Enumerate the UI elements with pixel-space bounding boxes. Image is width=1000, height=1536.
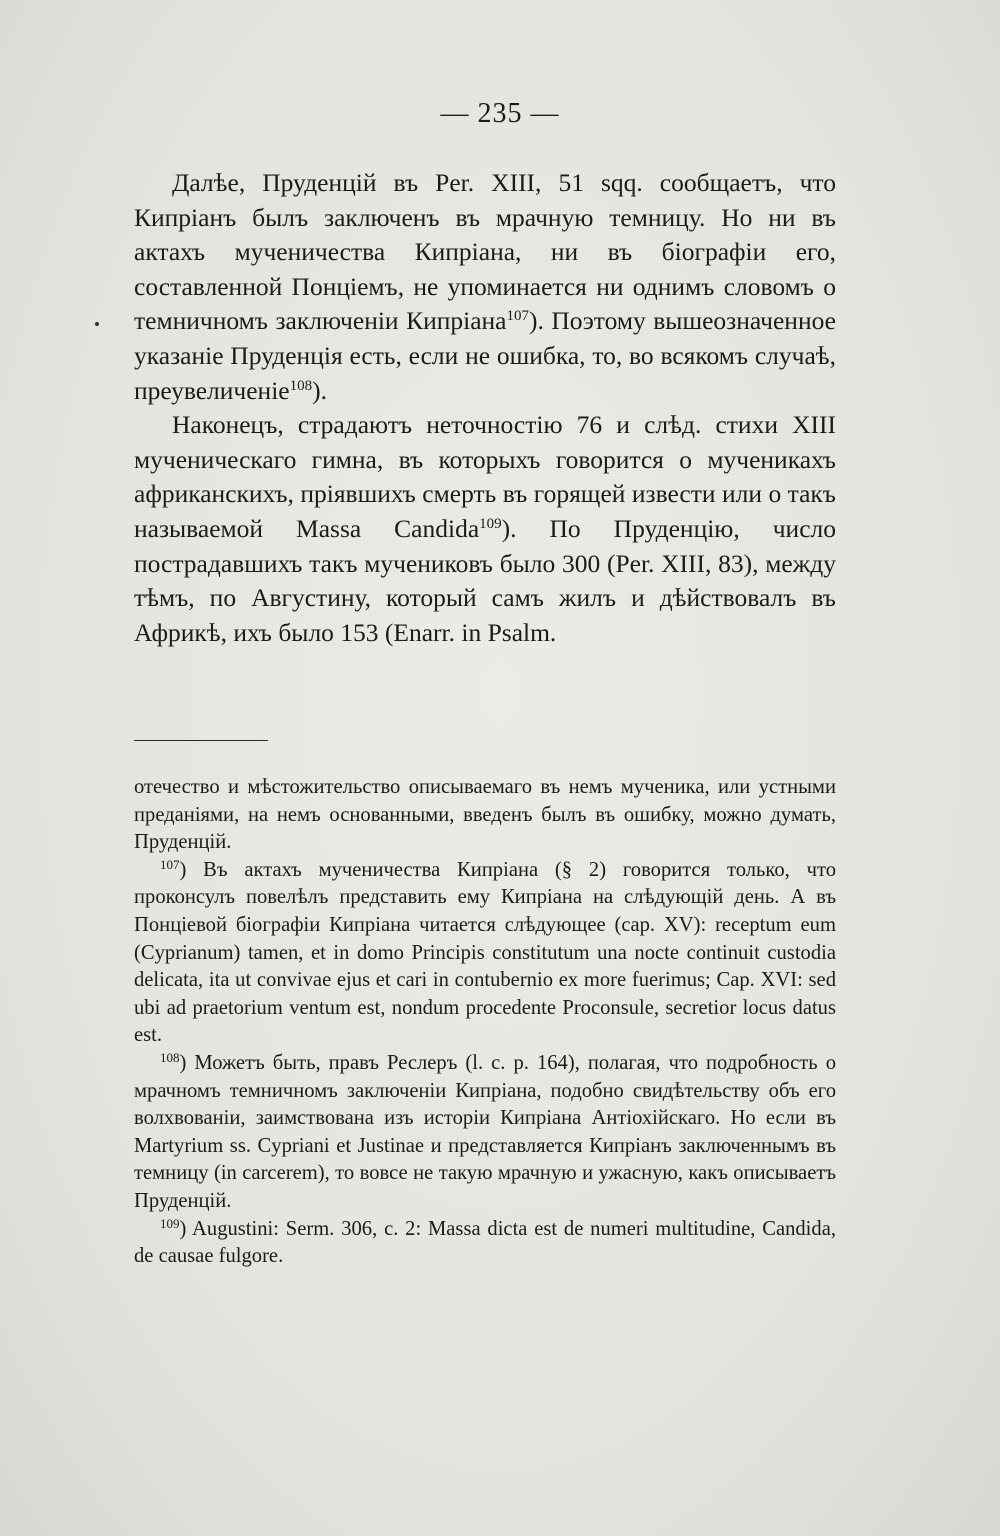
paragraph-2-text-b: ). По Пруденцію, число пострадавшихъ такъ мучениковъ было 300 (Per. XIII, 83), между тѣмъ, по Августину, который самъ жилъ и дѣйствовалъ въ Африкѣ, ихъ было 153 (Enarr. in Psalm.	[134, 513, 836, 647]
footnote-108-text: ) Можетъ быть, правъ Реслеръ (l. c. p. 164), полагая, что подробность о мрачномъ темничномъ заключеніи Кипріана, подобно свидѣтельству объ его волхвованіи, заимствована изъ исторіи Кипріана Антіохійскаго. Но если въ Martyrium ss. Cypriani et Justinae и представляется Кипріанъ заключеннымъ въ темницу (in carcerem), то вовсе не такую мрачную и ужасную, какъ описываетъ Пруденцій.	[134, 1051, 836, 1212]
paragraph-2	[134, 408, 836, 650]
main-text	[134, 166, 836, 650]
footnotes	[134, 774, 836, 1271]
paragraph-1-text-b: ). Поэтому вышеозначенное указаніе Пруденція есть, если не ошибка, то, во всякомъ случаѣ, преувеличеніе	[134, 306, 836, 405]
footnote-108	[134, 1050, 836, 1216]
footnote-109-number: 109	[160, 1215, 180, 1231]
footnote-ref-107[interactable]: 107	[506, 308, 529, 325]
footnote-107-text: ) Въ актахъ мученичества Кипріана (§ 2) говорится только, что проконсулъ повелѣлъ представить ему Кипріана на слѣдующій день. А въ Понціевой біографіи Кипріана читается слѣдующее (cap. XV): receptum eum (Cyprianum) tamen, et in domo Principis constitutum una nocte continuit custodia delicata, ita ut convivae ejus et cari in contubernio ex more fuerimus; Cap. XVI: sed ubi ad praetorium ventum est, nondum procedente Proconsule, secretior locus datus est.	[134, 858, 836, 1047]
footnote-107	[134, 857, 836, 1050]
footnote-107-number: 107	[160, 856, 180, 872]
footnote-109	[134, 1216, 836, 1271]
footnote-separator	[134, 740, 268, 741]
footnote-ref-109[interactable]: 109	[479, 515, 502, 532]
footnote-108-number: 108	[160, 1049, 180, 1065]
page-number: — 235 —	[440, 98, 560, 129]
footnote-continuation: отечество и мѣстожительство описываемаго въ немъ мученика, или устными преданіями, на немъ основанными, введенъ былъ въ ошибку, можно думать, Пруденцій.	[134, 776, 836, 854]
stray-ink-mark	[95, 322, 99, 326]
paragraph-2-text-a: Наконецъ, страдаютъ неточностію 76 и слѣд. стихи XIII мученическаго гимна, въ которыхъ говорится о мученикахъ африканскихъ, пріявшихъ смерть въ горящей извести или о такъ называемой Massa Candida	[134, 410, 836, 543]
paragraph-1-text-c: ).	[312, 375, 327, 405]
paragraph-1	[134, 166, 836, 408]
footnote-ref-108[interactable]: 108	[289, 377, 313, 394]
footnote-109-text: ) Augustini: Serm. 306, c. 2: Massa dicta est de numeri multitudine, Candida, de causae fulgore.	[134, 1217, 836, 1268]
paragraph-1-text-a: Далѣе, Пруденцій въ Per. XIII, 51 sqq. сообщаетъ, что Кипріанъ былъ заключенъ въ мрачную темницу. Но ни въ актахъ мученичества Кипріана, ни въ біографіи его, составленной Понціемъ, не упоминается ни однимъ словомъ о темничномъ заключеніи Кипріана	[134, 168, 836, 336]
